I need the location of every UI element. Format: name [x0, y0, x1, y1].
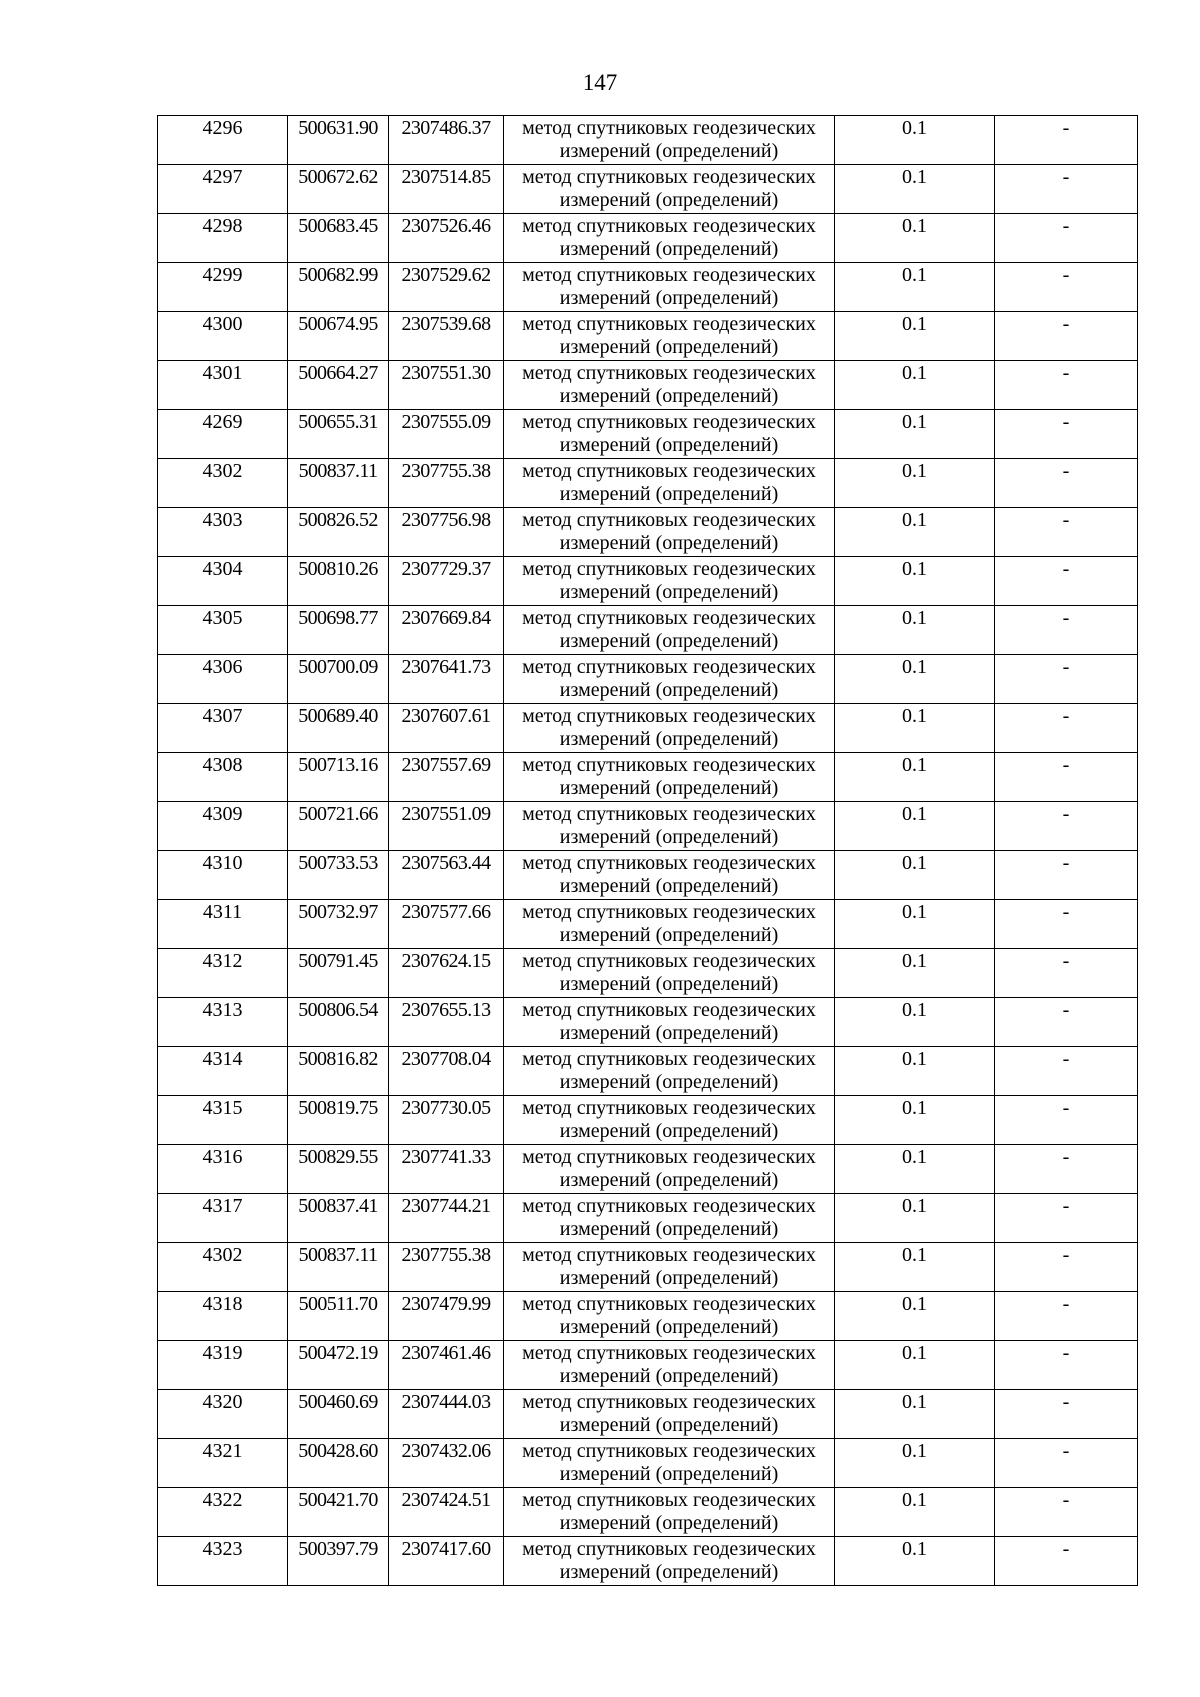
cell-method: метод спутниковых геодезических измерений (определений) — [504, 606, 835, 655]
table-row — [158, 165, 1138, 214]
cell-coordinate-y: 2307551.09 — [389, 802, 504, 851]
cell-note: - — [995, 1243, 1138, 1292]
cell-coordinate-x: 500819.75 — [288, 1096, 389, 1145]
cell-accuracy: 0.1 — [835, 1292, 995, 1341]
cell-method: метод спутниковых геодезических измерений (определений) — [504, 802, 835, 851]
cell-coordinate-y: 2307744.21 — [389, 1194, 504, 1243]
cell-coordinate-x: 500806.54 — [288, 998, 389, 1047]
cell-coordinate-x: 500837.11 — [288, 1243, 389, 1292]
table-row — [158, 361, 1138, 410]
table-row — [158, 851, 1138, 900]
cell-coordinate-y: 2307461.46 — [389, 1341, 504, 1390]
cell-coordinate-y: 2307756.98 — [389, 508, 504, 557]
cell-note: - — [995, 116, 1138, 165]
cell-method: метод спутниковых геодезических измерений (определений) — [504, 1488, 835, 1537]
cell-note: - — [995, 508, 1138, 557]
cell-coordinate-y: 2307551.30 — [389, 361, 504, 410]
cell-note: - — [995, 1439, 1138, 1488]
cell-point-number: 4308 — [158, 753, 288, 802]
cell-coordinate-y: 2307444.03 — [389, 1390, 504, 1439]
cell-point-number: 4314 — [158, 1047, 288, 1096]
cell-accuracy: 0.1 — [835, 1047, 995, 1096]
cell-point-number: 4318 — [158, 1292, 288, 1341]
cell-accuracy: 0.1 — [835, 459, 995, 508]
cell-coordinate-x: 500655.31 — [288, 410, 389, 459]
cell-point-number: 4299 — [158, 263, 288, 312]
cell-accuracy: 0.1 — [835, 1439, 995, 1488]
cell-coordinate-x: 500713.16 — [288, 753, 389, 802]
cell-point-number: 4305 — [158, 606, 288, 655]
cell-point-number: 4315 — [158, 1096, 288, 1145]
cell-method: метод спутниковых геодезических измерений (определений) — [504, 1341, 835, 1390]
cell-coordinate-x: 500721.66 — [288, 802, 389, 851]
cell-note: - — [995, 802, 1138, 851]
cell-coordinate-y: 2307669.84 — [389, 606, 504, 655]
cell-coordinate-y: 2307708.04 — [389, 1047, 504, 1096]
cell-method: метод спутниковых геодезических измерений (определений) — [504, 753, 835, 802]
coordinates-table-body — [158, 116, 1138, 1586]
table-row — [158, 1096, 1138, 1145]
cell-accuracy: 0.1 — [835, 1390, 995, 1439]
table-row — [158, 312, 1138, 361]
cell-note: - — [995, 1341, 1138, 1390]
cell-point-number: 4307 — [158, 704, 288, 753]
table-row — [158, 263, 1138, 312]
cell-point-number: 4309 — [158, 802, 288, 851]
table-row — [158, 459, 1138, 508]
cell-accuracy: 0.1 — [835, 998, 995, 1047]
cell-method: метод спутниковых геодезических измерений (определений) — [504, 459, 835, 508]
cell-note: - — [995, 1292, 1138, 1341]
cell-point-number: 4317 — [158, 1194, 288, 1243]
cell-method: метод спутниковых геодезических измерений (определений) — [504, 557, 835, 606]
page-number: 147 — [582, 70, 618, 95]
table-row — [158, 410, 1138, 459]
cell-coordinate-y: 2307479.99 — [389, 1292, 504, 1341]
cell-method: метод спутниковых геодезических измерений (определений) — [504, 312, 835, 361]
cell-accuracy: 0.1 — [835, 606, 995, 655]
cell-point-number: 4321 — [158, 1439, 288, 1488]
cell-accuracy: 0.1 — [835, 802, 995, 851]
table-row — [158, 214, 1138, 263]
cell-coordinate-x: 500683.45 — [288, 214, 389, 263]
cell-note: - — [995, 1096, 1138, 1145]
cell-coordinate-y: 2307526.46 — [389, 214, 504, 263]
cell-method: метод спутниковых геодезических измерений (определений) — [504, 1390, 835, 1439]
table-row — [158, 606, 1138, 655]
cell-coordinate-y: 2307563.44 — [389, 851, 504, 900]
cell-note: - — [995, 1390, 1138, 1439]
cell-coordinate-x: 500631.90 — [288, 116, 389, 165]
cell-accuracy: 0.1 — [835, 949, 995, 998]
cell-note: - — [995, 753, 1138, 802]
cell-point-number: 4311 — [158, 900, 288, 949]
cell-note: - — [995, 312, 1138, 361]
cell-note: - — [995, 263, 1138, 312]
cell-method: метод спутниковых геодезических измерений (определений) — [504, 361, 835, 410]
table-row — [158, 1292, 1138, 1341]
cell-accuracy: 0.1 — [835, 410, 995, 459]
cell-coordinate-x: 500829.55 — [288, 1145, 389, 1194]
table-row — [158, 1194, 1138, 1243]
cell-method: метод спутниковых геодезических измерений (определений) — [504, 116, 835, 165]
cell-method: метод спутниковых геодезических измерений (определений) — [504, 851, 835, 900]
cell-method: метод спутниковых геодезических измерений (определений) — [504, 410, 835, 459]
table-row — [158, 655, 1138, 704]
cell-note: - — [995, 1194, 1138, 1243]
cell-point-number: 4320 — [158, 1390, 288, 1439]
cell-method: метод спутниковых геодезических измерений (определений) — [504, 655, 835, 704]
cell-method: метод спутниковых геодезических измерений (определений) — [504, 165, 835, 214]
cell-point-number: 4304 — [158, 557, 288, 606]
cell-coordinate-y: 2307607.61 — [389, 704, 504, 753]
cell-method: метод спутниковых геодезических измерений (определений) — [504, 1194, 835, 1243]
cell-note: - — [995, 949, 1138, 998]
cell-method: метод спутниковых геодезических измерений (определений) — [504, 508, 835, 557]
cell-coordinate-x: 500733.53 — [288, 851, 389, 900]
cell-coordinate-y: 2307557.69 — [389, 753, 504, 802]
cell-coordinate-y: 2307417.60 — [389, 1537, 504, 1586]
cell-coordinate-x: 500791.45 — [288, 949, 389, 998]
table-row — [158, 1145, 1138, 1194]
cell-accuracy: 0.1 — [835, 704, 995, 753]
cell-point-number: 4313 — [158, 998, 288, 1047]
cell-coordinate-x: 500816.82 — [288, 1047, 389, 1096]
cell-accuracy: 0.1 — [835, 557, 995, 606]
cell-point-number: 4303 — [158, 508, 288, 557]
cell-accuracy: 0.1 — [835, 1488, 995, 1537]
cell-method: метод спутниковых геодезических измерений (определений) — [504, 704, 835, 753]
cell-accuracy: 0.1 — [835, 312, 995, 361]
cell-coordinate-x: 500810.26 — [288, 557, 389, 606]
cell-point-number: 4306 — [158, 655, 288, 704]
cell-note: - — [995, 606, 1138, 655]
cell-note: - — [995, 459, 1138, 508]
cell-coordinate-x: 500837.41 — [288, 1194, 389, 1243]
cell-coordinate-y: 2307555.09 — [389, 410, 504, 459]
cell-method: метод спутниковых геодезических измерений (определений) — [504, 1292, 835, 1341]
cell-accuracy: 0.1 — [835, 753, 995, 802]
table-row — [158, 704, 1138, 753]
cell-accuracy: 0.1 — [835, 1194, 995, 1243]
table-row — [158, 1243, 1138, 1292]
cell-method: метод спутниковых геодезических измерений (определений) — [504, 1537, 835, 1586]
cell-coordinate-x: 500682.99 — [288, 263, 389, 312]
cell-point-number: 4319 — [158, 1341, 288, 1390]
cell-note: - — [995, 1537, 1138, 1586]
cell-coordinate-x: 500472.19 — [288, 1341, 389, 1390]
cell-point-number: 4322 — [158, 1488, 288, 1537]
table-row — [158, 1047, 1138, 1096]
cell-point-number: 4297 — [158, 165, 288, 214]
cell-method: метод спутниковых геодезических измерений (определений) — [504, 900, 835, 949]
cell-point-number: 4302 — [158, 1243, 288, 1292]
cell-coordinate-y: 2307539.68 — [389, 312, 504, 361]
table-row — [158, 1537, 1138, 1586]
cell-coordinate-y: 2307486.37 — [389, 116, 504, 165]
cell-method: метод спутниковых геодезических измерений (определений) — [504, 949, 835, 998]
table-row — [158, 753, 1138, 802]
cell-coordinate-x: 500837.11 — [288, 459, 389, 508]
cell-coordinate-y: 2307432.06 — [389, 1439, 504, 1488]
cell-point-number: 4316 — [158, 1145, 288, 1194]
cell-coordinate-x: 500689.40 — [288, 704, 389, 753]
cell-point-number: 4300 — [158, 312, 288, 361]
cell-note: - — [995, 1047, 1138, 1096]
cell-method: метод спутниковых геодезических измерений (определений) — [504, 1145, 835, 1194]
cell-point-number: 4296 — [158, 116, 288, 165]
cell-coordinate-x: 500674.95 — [288, 312, 389, 361]
cell-coordinate-x: 500511.70 — [288, 1292, 389, 1341]
cell-coordinate-x: 500421.70 — [288, 1488, 389, 1537]
cell-accuracy: 0.1 — [835, 1145, 995, 1194]
cell-coordinate-x: 500397.79 — [288, 1537, 389, 1586]
cell-method: метод спутниковых геодезических измерений (определений) — [504, 1243, 835, 1292]
cell-coordinate-x: 500428.60 — [288, 1439, 389, 1488]
cell-point-number: 4312 — [158, 949, 288, 998]
table-row — [158, 116, 1138, 165]
cell-coordinate-x: 500826.52 — [288, 508, 389, 557]
table-row — [158, 1390, 1138, 1439]
cell-note: - — [995, 410, 1138, 459]
cell-accuracy: 0.1 — [835, 361, 995, 410]
cell-coordinate-y: 2307577.66 — [389, 900, 504, 949]
cell-note: - — [995, 361, 1138, 410]
cell-accuracy: 0.1 — [835, 655, 995, 704]
cell-accuracy: 0.1 — [835, 165, 995, 214]
table-row — [158, 998, 1138, 1047]
cell-coordinate-y: 2307529.62 — [389, 263, 504, 312]
cell-coordinate-x: 500732.97 — [288, 900, 389, 949]
cell-note: - — [995, 557, 1138, 606]
cell-point-number: 4269 — [158, 410, 288, 459]
cell-note: - — [995, 655, 1138, 704]
cell-method: метод спутниковых геодезических измерений (определений) — [504, 214, 835, 263]
cell-accuracy: 0.1 — [835, 1243, 995, 1292]
table-row — [158, 802, 1138, 851]
cell-coordinate-y: 2307514.85 — [389, 165, 504, 214]
cell-method: метод спутниковых геодезических измерений (определений) — [504, 1096, 835, 1145]
cell-method: метод спутниковых геодезических измерений (определений) — [504, 998, 835, 1047]
cell-coordinate-y: 2307755.38 — [389, 459, 504, 508]
cell-accuracy: 0.1 — [835, 116, 995, 165]
cell-accuracy: 0.1 — [835, 263, 995, 312]
cell-note: - — [995, 998, 1138, 1047]
cell-point-number: 4302 — [158, 459, 288, 508]
cell-accuracy: 0.1 — [835, 900, 995, 949]
cell-point-number: 4298 — [158, 214, 288, 263]
cell-coordinate-y: 2307624.15 — [389, 949, 504, 998]
cell-note: - — [995, 1145, 1138, 1194]
cell-note: - — [995, 214, 1138, 263]
cell-note: - — [995, 851, 1138, 900]
coordinates-table — [157, 115, 1138, 1586]
table-row — [158, 1488, 1138, 1537]
table-row — [158, 508, 1138, 557]
cell-coordinate-x: 500700.09 — [288, 655, 389, 704]
cell-accuracy: 0.1 — [835, 1096, 995, 1145]
cell-point-number: 4310 — [158, 851, 288, 900]
table-row — [158, 900, 1138, 949]
cell-coordinate-y: 2307729.37 — [389, 557, 504, 606]
cell-accuracy: 0.1 — [835, 214, 995, 263]
cell-coordinate-x: 500664.27 — [288, 361, 389, 410]
cell-note: - — [995, 900, 1138, 949]
cell-accuracy: 0.1 — [835, 1537, 995, 1586]
cell-note: - — [995, 1488, 1138, 1537]
cell-accuracy: 0.1 — [835, 508, 995, 557]
cell-method: метод спутниковых геодезических измерений (определений) — [504, 263, 835, 312]
cell-coordinate-y: 2307655.13 — [389, 998, 504, 1047]
cell-coordinate-x: 500672.62 — [288, 165, 389, 214]
cell-point-number: 4301 — [158, 361, 288, 410]
cell-point-number: 4323 — [158, 1537, 288, 1586]
cell-note: - — [995, 704, 1138, 753]
cell-accuracy: 0.1 — [835, 851, 995, 900]
cell-method: метод спутниковых геодезических измерений (определений) — [504, 1047, 835, 1096]
cell-coordinate-y: 2307730.05 — [389, 1096, 504, 1145]
cell-coordinate-y: 2307741.33 — [389, 1145, 504, 1194]
cell-method: метод спутниковых геодезических измерений (определений) — [504, 1439, 835, 1488]
table-row — [158, 557, 1138, 606]
cell-accuracy: 0.1 — [835, 1341, 995, 1390]
table-row — [158, 1439, 1138, 1488]
cell-coordinate-x: 500460.69 — [288, 1390, 389, 1439]
cell-coordinate-y: 2307424.51 — [389, 1488, 504, 1537]
table-row — [158, 949, 1138, 998]
cell-coordinate-x: 500698.77 — [288, 606, 389, 655]
table-row — [158, 1341, 1138, 1390]
cell-coordinate-y: 2307641.73 — [389, 655, 504, 704]
cell-note: - — [995, 165, 1138, 214]
cell-coordinate-y: 2307755.38 — [389, 1243, 504, 1292]
